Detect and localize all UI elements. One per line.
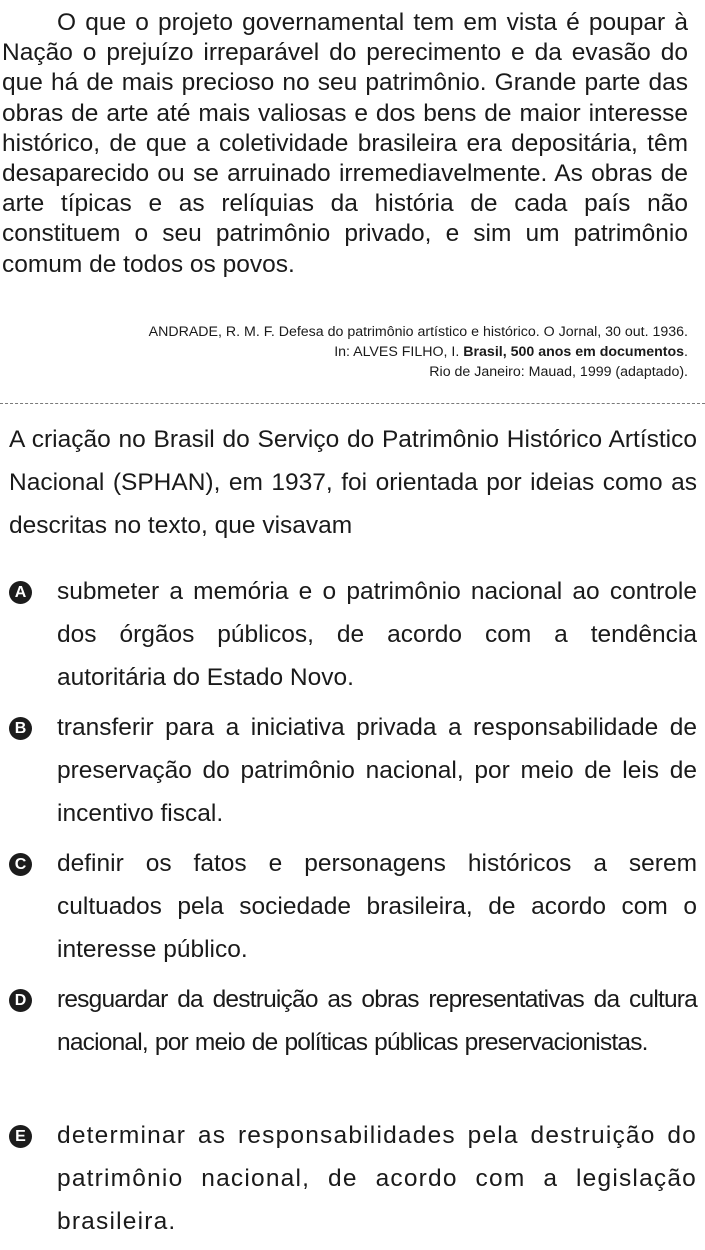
passage-text: O que o projeto governamental tem em vista é poupar à Nação o prejuízo irreparável do perecimento e da evasão do que há de mais precioso no seu patrimônio. Grande parte das obras de arte até mais valiosas e dos bens de maior interesse histórico, de que a coletividade brasileira era depositária, têm desaparecido ou se arruinado irremediavelmente. As obras de arte típicas e as relíquias da história de cada país não constituem o seu patrimônio privado, e sim um patrimônio comum de todos os povos. (2, 9, 688, 278)
option-c-text: definir os fatos e personagens históricos a serem cultuados pela sociedade brasileira, de acordo com o interesse público. (57, 850, 697, 963)
citation-in-prefix: In: ALVES FILHO, I. (334, 344, 464, 360)
option-b-letter-icon: B (9, 717, 32, 740)
option-d-letter-icon: D (9, 989, 32, 1012)
citation-book-title: Brasil, 500 anos em documentos (463, 344, 685, 360)
option-e-letter-icon: E (9, 1125, 32, 1148)
dashed-divider (0, 403, 705, 404)
citation-line-1: ANDRADE, R. M. F. Defesa do patrimônio artístico e histórico. O Jornal, 30 out. 1936. (148, 324, 688, 340)
citation-line-2 (28, 342, 688, 362)
option-a-text: submeter a memória e o patrimônio nacional ao controle dos órgãos públicos, de acordo com a tendência autoritária do Estado Novo. (57, 578, 697, 691)
question-stem: A criação no Brasil do Serviço do Patrimônio Histórico Artístico Nacional (SPHAN), em 1937, foi orientada por ideias como as descritas no texto, que visavam (9, 426, 697, 539)
option-c-letter-icon: C (9, 853, 32, 876)
option-a[interactable] (0, 570, 705, 706)
option-b[interactable] (0, 706, 705, 842)
option-e-text: determinar as responsabilidades pela destruição do patrimônio nacional, de acordo com a legislação brasileira. (57, 1122, 697, 1235)
option-a-letter-icon: A (9, 581, 32, 604)
citation-line-3: Rio de Janeiro: Mauad, 1999 (adaptado). (429, 364, 688, 380)
source-citation (28, 322, 688, 382)
answer-options (0, 570, 705, 1250)
option-d-text: resguardar da destruição as obras representativas da cultura nacional, por meio de políticas públicas preservacionistas. (57, 986, 697, 1056)
citation-period: . (684, 344, 688, 360)
option-b-text: transferir para a iniciativa privada a responsabilidade de preservação do patrimônio nacional, por meio de leis de incentivo fiscal. (57, 714, 697, 827)
option-e[interactable] (0, 1114, 705, 1250)
option-c[interactable] (0, 842, 705, 978)
option-d[interactable] (0, 978, 705, 1114)
